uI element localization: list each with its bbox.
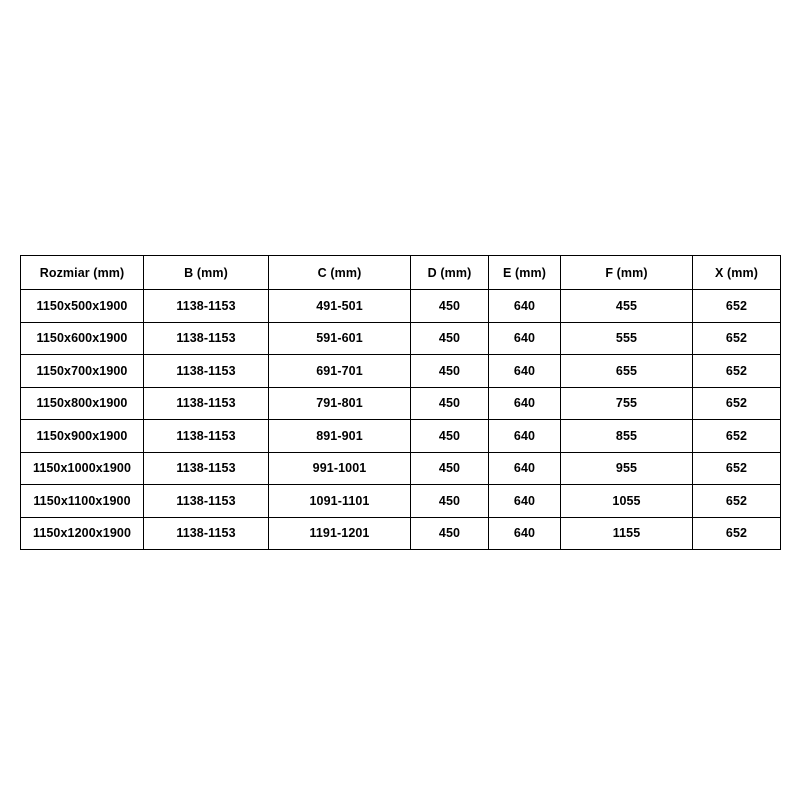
table-row [21,322,781,355]
cell-size: 1150x900x1900 [21,420,144,453]
cell-e: 640 [489,322,561,355]
cell-f: 455 [561,290,693,323]
table-header-row [21,256,781,290]
column-header-c: C (mm) [269,256,411,290]
cell-d: 450 [411,452,489,485]
cell-f: 555 [561,322,693,355]
cell-e: 640 [489,452,561,485]
table-row [21,452,781,485]
cell-x: 652 [693,517,781,550]
cell-c: 891-901 [269,420,411,453]
cell-e: 640 [489,485,561,518]
cell-d: 450 [411,517,489,550]
table-row [21,290,781,323]
cell-b: 1138-1153 [144,517,269,550]
cell-x: 652 [693,485,781,518]
table-row [21,517,781,550]
cell-size: 1150x600x1900 [21,322,144,355]
cell-f: 955 [561,452,693,485]
cell-size: 1150x1000x1900 [21,452,144,485]
cell-c: 1191-1201 [269,517,411,550]
table-row [21,355,781,388]
table-row [21,420,781,453]
column-header-e: E (mm) [489,256,561,290]
cell-d: 450 [411,387,489,420]
cell-c: 1091-1101 [269,485,411,518]
cell-x: 652 [693,452,781,485]
column-header-size: Rozmiar (mm) [21,256,144,290]
dimensions-table-container [20,255,780,550]
cell-c: 791-801 [269,387,411,420]
cell-size: 1150x500x1900 [21,290,144,323]
cell-e: 640 [489,387,561,420]
cell-f: 855 [561,420,693,453]
table-header [21,256,781,290]
cell-e: 640 [489,290,561,323]
cell-f: 755 [561,387,693,420]
table-row [21,387,781,420]
cell-x: 652 [693,322,781,355]
cell-size: 1150x800x1900 [21,387,144,420]
cell-b: 1138-1153 [144,290,269,323]
cell-d: 450 [411,290,489,323]
table-body [21,290,781,550]
table-row [21,485,781,518]
cell-c: 591-601 [269,322,411,355]
cell-x: 652 [693,290,781,323]
cell-b: 1138-1153 [144,387,269,420]
cell-b: 1138-1153 [144,485,269,518]
cell-f: 1055 [561,485,693,518]
cell-x: 652 [693,387,781,420]
column-header-d: D (mm) [411,256,489,290]
cell-size: 1150x1100x1900 [21,485,144,518]
cell-e: 640 [489,355,561,388]
column-header-x: X (mm) [693,256,781,290]
cell-e: 640 [489,517,561,550]
dimensions-table [20,255,781,550]
cell-size: 1150x1200x1900 [21,517,144,550]
cell-b: 1138-1153 [144,452,269,485]
cell-d: 450 [411,420,489,453]
cell-d: 450 [411,355,489,388]
cell-f: 1155 [561,517,693,550]
cell-c: 491-501 [269,290,411,323]
cell-b: 1138-1153 [144,322,269,355]
cell-b: 1138-1153 [144,420,269,453]
cell-x: 652 [693,420,781,453]
cell-d: 450 [411,485,489,518]
column-header-f: F (mm) [561,256,693,290]
cell-c: 691-701 [269,355,411,388]
cell-d: 450 [411,322,489,355]
cell-f: 655 [561,355,693,388]
cell-c: 991-1001 [269,452,411,485]
cell-b: 1138-1153 [144,355,269,388]
cell-x: 652 [693,355,781,388]
column-header-b: B (mm) [144,256,269,290]
cell-size: 1150x700x1900 [21,355,144,388]
cell-e: 640 [489,420,561,453]
